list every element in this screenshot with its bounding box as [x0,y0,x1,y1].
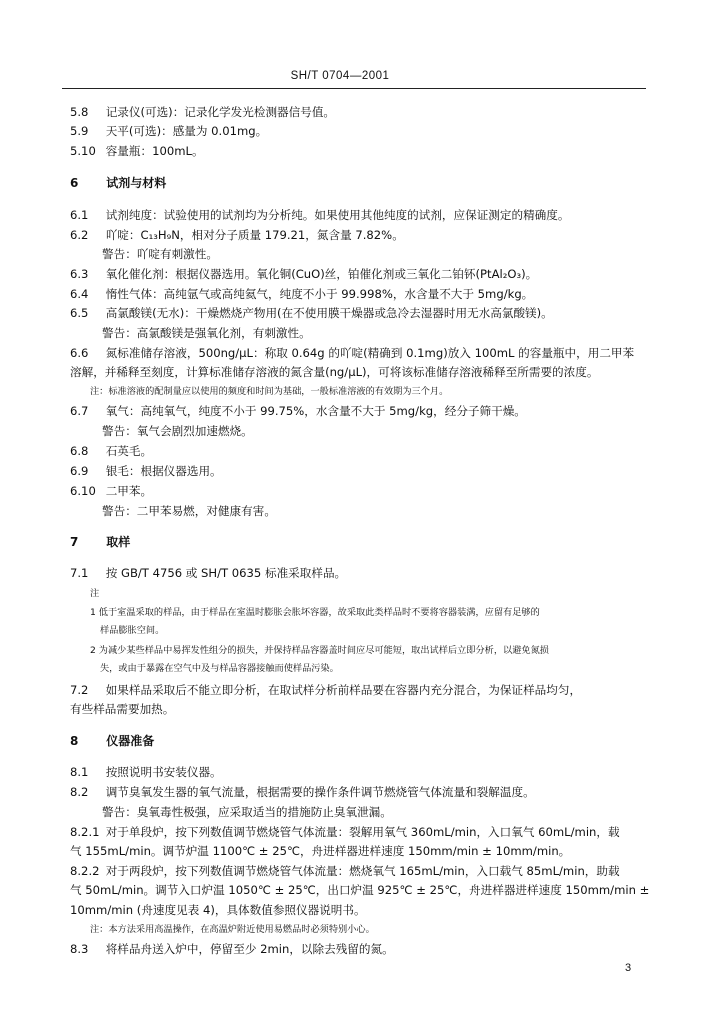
clause-text: 对于两段炉，按下列数值调节燃烧管气体流量：燃烧氧气 165mL/min，入口载气 85mL/min，助载 [105,864,620,878]
clause-number: 5.9 [70,124,89,138]
section-title: 取样 [106,535,131,549]
warning-xylene: 警告：二甲苯易燃，对健康有害。 [102,504,276,518]
clause-number: 8.3 [70,942,89,956]
note-2-continued: 失，或由于暴露在空气中及与样品容器接触而使样品污染。 [100,663,339,674]
warning-ozone: 警告：臭氧毒性极强，应采取适当的措施防止臭氧泄漏。 [102,805,392,819]
section-heading-6 [70,176,166,191]
warning-acridine: 警告：吖啶有刺激性。 [102,247,218,261]
clause-text: 惰性气体：高纯氩气或高纯氦气，纯度不小于 99.998%，水含量不大于 5mg/kg。 [105,287,534,301]
clause-number: 6.8 [70,444,89,458]
note-standard-solution: 注：标准溶液的配制量应以使用的频度和时间为基础，一般标准溶液的有效期为三个月。 [90,386,449,397]
clause-text: 按 GB/T 4756 或 SH/T 0635 标准采取样品。 [105,566,347,580]
clause-number: 6.9 [70,464,89,478]
clause-8-2-1 [70,825,620,840]
clause-6-2 [70,228,404,243]
clause-number: 6.7 [70,404,89,418]
clause-number: 8.2.1 [70,825,100,839]
clause-6-6-continued: 溶解，并稀释至刻度，计算标准储存溶液的氮含量(ng/μL)，可将该标准储存溶液稀释至所需要的浓度。 [70,365,599,379]
clause-text: 氮标准储存溶液，500ng/μL：称取 0.64g 的吖啶(精确到 0.1mg)放入 100mL 的容量瓶中，用二甲苯 [105,346,635,360]
section-number: 7 [70,535,79,549]
clause-6-6 [70,346,634,361]
clause-number: 5.10 [70,144,96,158]
clause-8-2-2-continued-1: 气 50mL/min。调节入口炉温 1050℃ ± 25℃，出口炉温 925℃ ± 25℃，舟进样器进样速度 150mm/min ± [70,883,650,897]
header-rule [62,88,646,89]
clause-6-9 [70,464,222,479]
clause-6-1 [70,208,569,223]
clause-5-9 [70,124,267,139]
clause-8-2 [70,785,535,800]
clause-number: 8.1 [70,765,89,779]
clause-text: 对于单段炉，按下列数值调节燃烧管气体流量：裂解用氧气 360mL/min，入口氧气 60mL/min，载 [105,825,620,839]
clause-number: 6.3 [70,267,89,281]
note-high-temperature: 注：本方法采用高温操作，在高温炉附近使用易燃品时必须特别小心。 [90,924,375,935]
clause-text: 氧化催化剂：根据仪器选用。氧化铜(CuO)丝，铂催化剂或三氧化二铂钚(PtAl₂O₃)。 [105,267,538,281]
clause-text: 吖啶：C₁₃H₉N，相对分子质量 179.21，氮含量 7.82%。 [105,228,404,242]
note-2: 2 为减少某些样品中易挥发性组分的损失，并保持样品容器盖时间应尽可能短，取出试样后立即分析，以避免氮损 [90,645,549,656]
clause-text: 调节臭氧发生器的氧气流量，根据需要的操作条件调节燃烧管气体流量和裂解温度。 [105,785,535,799]
clause-number: 7.2 [70,683,89,697]
clause-5-8 [70,105,335,120]
clause-text: 试剂纯度：试验使用的试剂均为分析纯。如果使用其他纯度的试剂，应保证测定的精确度。 [105,208,570,222]
clause-8-2-2-continued-2: 10mm/min (舟速度见表 4)，具体数值参照仪器说明书。 [70,903,366,917]
section-title: 试剂与材料 [106,176,167,190]
clause-text: 记录仪(可选)：记录化学发光检测器信号值。 [105,105,336,119]
clause-6-5 [70,306,553,321]
clause-text: 将样品舟送入炉中，停留至少 2min，以除去残留的氮。 [105,942,394,956]
clause-number: 8.2 [70,785,89,799]
clause-text: 天平(可选)：感量为 0.01mg。 [105,124,268,138]
page-number: 3 [625,962,632,974]
warning-perchlorate: 警告：高氯酸镁是强氧化剂，有刺激性。 [102,326,311,340]
clause-6-10 [70,484,152,499]
clause-8-3 [70,942,394,957]
clause-number: 7.1 [70,566,89,580]
clause-text: 二甲苯。 [105,484,153,498]
note-label: 注 [90,588,100,599]
clause-number: 8.2.2 [70,864,100,878]
clause-6-8 [70,444,152,459]
warning-oxygen: 警告：氧气会剧烈加速燃烧。 [102,424,253,438]
section-heading-7 [70,535,130,550]
clause-number: 6.2 [70,228,89,242]
section-number: 6 [70,176,79,190]
clause-7-2-continued: 有些样品需要加热。 [70,702,175,716]
clause-number: 6.5 [70,306,89,320]
section-title: 仪器准备 [106,734,155,748]
clause-7-2 [70,683,581,698]
section-number: 8 [70,734,79,748]
clause-8-2-1-continued: 气 155mL/min。调节炉温 1100℃ ± 25℃，舟进样器进样速度 150mm/min ± 10mm/min。 [70,844,571,858]
clause-text: 氧气：高纯氧气，纯度不小于 99.75%，水含量不大于 5mg/kg，经分子筛干燥。 [105,404,526,418]
clause-text: 高氯酸镁(无水)：干燥燃烧产物用(在不使用膜干燥器或急冷去湿器时用无水高氯酸镁)。 [105,306,553,320]
note-1: 1 低于室温采取的样品，由于样品在室温时膨胀会胀坏容器，故采取此类样品时不要将容器装满，应留有足够的 [90,607,540,618]
clause-number: 6.4 [70,287,89,301]
clause-5-10 [70,144,204,159]
note-1-continued: 样品膨胀空间。 [100,625,165,636]
clause-7-1 [70,566,346,581]
clause-number: 6.1 [70,208,89,222]
clause-number: 6.6 [70,346,89,360]
clause-8-2-2 [70,864,620,879]
clause-8-1 [70,765,222,780]
clause-text: 容量瓶：100mL。 [105,144,204,158]
clause-number: 6.10 [70,484,96,498]
clause-6-3 [70,267,537,282]
section-heading-8 [70,734,154,749]
clause-text: 银毛：根据仪器选用。 [105,464,222,478]
clause-text: 石英毛。 [105,444,153,458]
clause-6-4 [70,287,533,302]
document-header: SH/T 0704—2001 [290,70,390,82]
clause-text: 如果样品采取后不能立即分析，在取试样分析前样品要在容器内充分混合，为保证样品均匀， [105,683,582,697]
clause-6-7 [70,404,526,419]
clause-text: 按照说明书安装仪器。 [105,765,222,779]
clause-number: 5.8 [70,105,89,119]
